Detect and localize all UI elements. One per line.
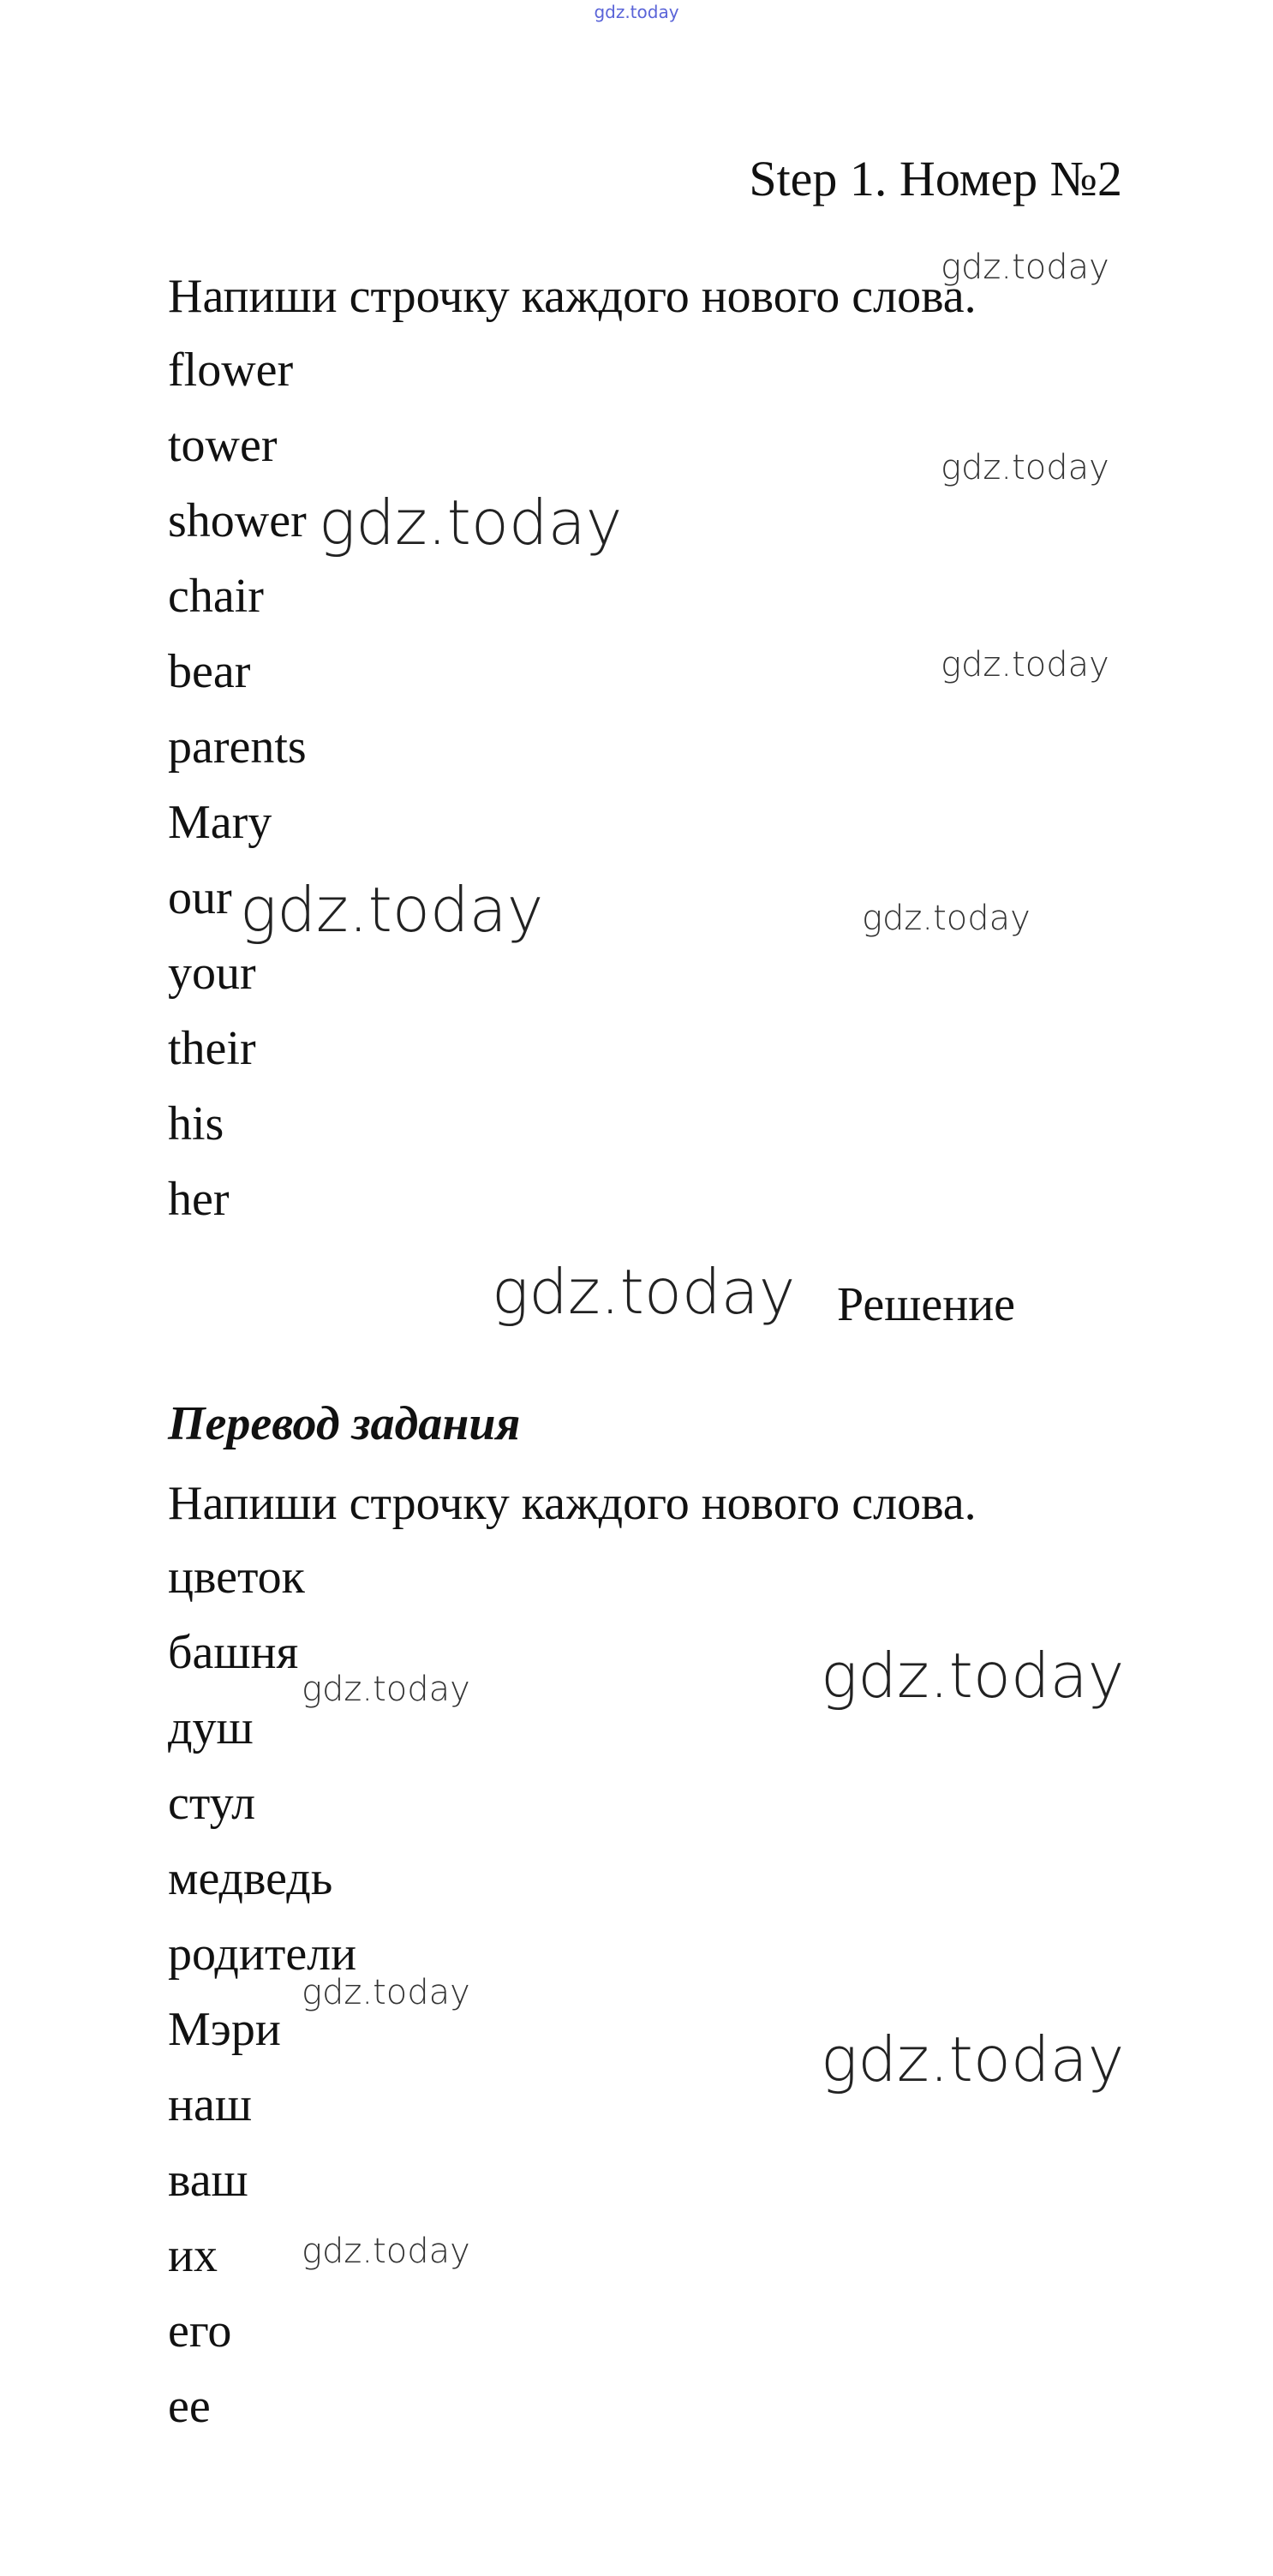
watermark-text: gdz.today: [319, 487, 623, 559]
list-item: his: [168, 1097, 224, 1151]
translation-instruction: Напиши строчку каждого нового слова.: [168, 1477, 977, 1530]
list-item: ее: [168, 2380, 211, 2433]
page-title: Step 1. Номер №2: [749, 151, 1122, 206]
list-item: родители: [168, 1928, 357, 1981]
list-item: его: [168, 2304, 232, 2358]
watermark-text: gdz.today: [302, 1973, 470, 2012]
list-item: their: [168, 1022, 256, 1075]
list-item: our: [168, 871, 232, 924]
list-item: shower: [168, 494, 307, 547]
watermark-text: gdz.today: [302, 2232, 470, 2271]
watermark-text: gdz.today: [240, 874, 544, 946]
watermark-text: gdz.today: [941, 248, 1109, 287]
top-watermark: gdz.today: [594, 2, 679, 22]
list-item: chair: [168, 570, 264, 623]
watermark-text: gdz.today: [941, 448, 1109, 487]
list-item: стул: [168, 1777, 256, 1830]
watermark-text: gdz.today: [492, 1256, 796, 1328]
list-item: их: [168, 2229, 218, 2282]
watermark-text: gdz.today: [821, 2023, 1125, 2095]
list-item: медведь: [168, 1852, 333, 1905]
list-item: parents: [168, 720, 307, 774]
list-item: her: [168, 1173, 230, 1226]
list-item: ваш: [168, 2154, 248, 2207]
watermark-text: gdz.today: [821, 1640, 1125, 1712]
solution-label: Решение: [837, 1278, 1016, 1331]
watermark-text: gdz.today: [862, 899, 1031, 938]
list-item: tower: [168, 419, 278, 472]
list-item: башня: [168, 1626, 299, 1679]
list-item: your: [168, 947, 256, 1000]
list-item: bear: [168, 645, 251, 698]
watermark-text: gdz.today: [941, 645, 1109, 684]
list-item: цветок: [168, 1551, 305, 1604]
list-item: душ: [168, 1701, 254, 1754]
list-item: flower: [168, 344, 294, 397]
list-item: Mary: [168, 796, 272, 849]
task-instruction: Напиши строчку каждого нового слова.: [168, 270, 977, 323]
list-item: Мэри: [168, 2003, 281, 2056]
translation-title: Перевод задания: [168, 1397, 521, 1450]
list-item: наш: [168, 2078, 252, 2131]
watermark-text: gdz.today: [302, 1670, 470, 1709]
word-list: [168, 332, 307, 1237]
